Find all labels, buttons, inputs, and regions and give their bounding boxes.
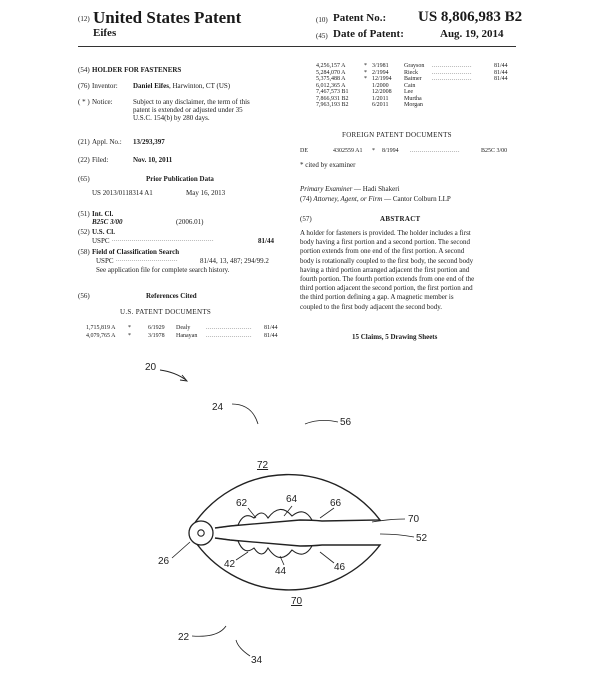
figure-drawing: [0, 350, 592, 680]
ref-number: 1,715,819 A: [86, 325, 116, 331]
foreign-leader: .........................: [410, 148, 460, 154]
abstract-line: body is rotationally coupled to the first body, the second body: [300, 256, 474, 265]
claims-drawing-sheets: 15 Claims, 5 Drawing Sheets: [352, 333, 438, 341]
leader-22: [192, 626, 226, 636]
code-22: (22): [78, 156, 90, 164]
prior-publication-number: US 2013/0118314 A1: [92, 189, 153, 197]
code-74: (74): [300, 195, 312, 203]
int-cl-code: B25C 3/00: [92, 218, 123, 226]
label-70: 70: [291, 596, 303, 607]
prior-publication-date: May 16, 2013: [186, 189, 226, 197]
abstract-line: third portion adjacent the second portion, the first portion and: [300, 284, 473, 293]
abstract-line: coupled to the first body adjacent the second body.: [300, 302, 443, 311]
code-notice: ( * ): [78, 98, 90, 106]
ref-number: 6,012,365 A: [316, 82, 346, 89]
ref-date: 3/1981: [372, 63, 389, 69]
code-56: (56): [78, 292, 90, 300]
ref-class: 81/44: [494, 63, 508, 69]
ref-date: 3/1978: [148, 333, 165, 339]
int-cl-label: Int. Cl.: [92, 210, 114, 218]
ref-name: Lee: [404, 89, 413, 95]
ref-date: 1/2000: [372, 82, 389, 89]
field-search-heading: Field of Classification Search: [92, 248, 180, 256]
field-uspc-value: 81/44, 13, 487; 294/99.2: [200, 257, 269, 265]
ref-date: 12/1994: [372, 76, 392, 82]
ref-number: 5,284,070 A: [316, 69, 346, 76]
label-64: 64: [286, 494, 298, 505]
ref-leader: ....................: [432, 76, 472, 82]
primary-examiner-line: [300, 185, 400, 193]
ref-date: 6/2011: [372, 102, 389, 108]
attorney-name: — Cantor Colburn LLP: [384, 195, 451, 203]
ref-name: Murtha: [404, 95, 422, 102]
label-66: 66: [330, 498, 342, 509]
foreign-country: DE: [300, 148, 308, 154]
ref-star: *: [128, 333, 131, 339]
notice-label: Notice:: [92, 98, 113, 106]
ref-name: Dealy: [176, 325, 191, 331]
ref-name: Morgan: [404, 102, 423, 108]
leader-46: [320, 552, 334, 563]
patent-no-label: Patent No.:: [333, 12, 387, 24]
label-70-right: 70: [408, 514, 420, 525]
ref-name: Rieck: [404, 69, 418, 76]
code-54: (54): [78, 66, 90, 74]
foreign-docs-heading: FOREIGN PATENT DOCUMENTS: [342, 131, 452, 139]
abstract-line: body having a first portion and a second portion. The second: [300, 238, 470, 247]
code-57: (57): [300, 215, 312, 223]
label-72: 72: [257, 460, 269, 471]
label-22: 22: [178, 632, 190, 643]
label-20: 20: [145, 362, 157, 373]
ref-star: *: [364, 76, 367, 82]
code-76: (76): [78, 82, 90, 90]
ref-name: Grayson: [404, 63, 425, 69]
notice-line-3: U.S.C. 154(b) by 280 days.: [133, 114, 210, 122]
code-21: (21): [78, 138, 90, 146]
primary-examiner-name: — Hadi Shakeri: [354, 185, 400, 193]
header-rule: [78, 46, 516, 47]
ref-leader: ....................: [432, 69, 472, 76]
label-44: 44: [275, 566, 287, 577]
label-26: 26: [158, 556, 170, 567]
label-62: 62: [236, 498, 248, 509]
filed-label: Filed:: [92, 156, 109, 164]
foreign-date: 8/1994: [382, 148, 399, 154]
us-cl-uspc-label: USPC: [92, 237, 110, 245]
us-cl-value: 81/44: [258, 237, 274, 245]
code-65: (65): [78, 175, 90, 183]
foreign-number: 4302559 A1: [333, 148, 363, 154]
leader-26: [172, 542, 190, 558]
foreign-star: *: [372, 148, 375, 154]
us-cl-leader: ...................................................: [112, 237, 214, 243]
ref-star: *: [364, 69, 367, 76]
leader-52: [380, 534, 414, 537]
inventor-label: Inventor:: [92, 82, 118, 90]
appl-number: 13/293,397: [133, 138, 165, 146]
patent-type-title: United States Patent: [93, 8, 242, 27]
lower-body-outline: [194, 538, 380, 590]
inventor-surname: Eifes: [93, 27, 117, 39]
abstract-line: having a third portion arranged adjacent the first portion and: [300, 265, 470, 274]
code-10: (10): [316, 16, 328, 24]
upper-jaw-profile: [215, 509, 312, 528]
appl-label: Appl. No.:: [92, 138, 122, 146]
lower-jaw-profile: [215, 538, 312, 558]
label-46: 46: [334, 562, 346, 573]
ref-leader: .......................: [206, 333, 252, 339]
inventor-name: Daniel Eifes: [133, 82, 169, 90]
ref-date: 12/2008: [372, 89, 392, 95]
leader-66: [320, 508, 334, 518]
ref-leader: ....................: [432, 63, 472, 69]
abstract-line: fourth portion. The fourth portion extends from one end of the: [300, 275, 475, 283]
invention-title: HOLDER FOR FASTENERS: [92, 66, 182, 74]
references-cited-heading: References Cited: [146, 292, 197, 300]
ref-number: 4,256,157 A: [316, 63, 346, 69]
notice-line-2: patent is extended or adjusted under 35: [133, 106, 243, 114]
attorney-line: [300, 195, 451, 203]
ref-class: 81/44: [264, 325, 278, 331]
abstract-line: A holder for fasteners is provided. The holder includes a first: [300, 229, 471, 237]
field-see-note: See application file for complete search history.: [96, 266, 230, 274]
leader-34: [236, 640, 250, 656]
prior-publication-heading: Prior Publication Data: [146, 175, 214, 183]
inventor-location: , Harwinton, CT (US): [168, 82, 231, 90]
filed-date: Nov. 10, 2011: [133, 156, 173, 164]
ref-date: 2/1994: [372, 69, 389, 76]
patent-number: US 8,806,983 B2: [418, 9, 523, 25]
label-52: 52: [416, 533, 428, 544]
leader-56: [305, 420, 338, 424]
code-12: (12): [78, 15, 90, 23]
ref-class: 81/44: [264, 333, 278, 339]
label-24: 24: [212, 402, 224, 413]
ref-date: 6/1929: [148, 325, 165, 331]
attorney-label: Attorney, Agent, or Firm: [313, 195, 383, 203]
ref-name: Cain: [404, 82, 416, 89]
ref-leader: .......................: [206, 325, 252, 331]
notice-line-1: Subject to any disclaimer, the term of this: [133, 98, 250, 106]
leader-42: [236, 552, 248, 560]
abstract-line: portion extends from one end of the first portion. A second: [300, 247, 465, 256]
int-cl-year: (2006.01): [176, 218, 204, 226]
leader-24: [232, 404, 258, 424]
code-51: (51): [78, 210, 90, 218]
ref-name: Hanayan: [176, 333, 198, 339]
code-45: (45): [316, 32, 328, 40]
ref-class: 81/44: [494, 69, 508, 76]
field-leader: ...............................: [116, 257, 178, 263]
inventor-line: [133, 82, 230, 90]
us-cl-label: U.S. Cl.: [92, 228, 115, 236]
cited-by-examiner-note: * cited by examiner: [300, 161, 356, 169]
ref-number: 7,866,931 B2: [316, 95, 349, 102]
ref-class: 81/44: [494, 76, 508, 82]
abstract-heading: ABSTRACT: [380, 215, 421, 223]
code-58: (58): [78, 248, 90, 256]
us-patent-docs-heading: U.S. PATENT DOCUMENTS: [120, 308, 212, 316]
pivot-pin: [198, 530, 204, 536]
date-of-patent-label: Date of Patent:: [333, 28, 404, 40]
ref-number: 7,963,193 B2: [316, 102, 349, 108]
primary-examiner-label: Primary Examiner: [300, 185, 353, 193]
ref-date: 1/2011: [372, 95, 389, 102]
ref-number: 5,375,488 A: [316, 76, 346, 82]
ref-number: 4,079,765 A: [86, 333, 116, 339]
ref-star: *: [364, 63, 367, 69]
code-52: (52): [78, 228, 90, 236]
ref-name: Baimer: [404, 76, 422, 82]
ref-star: *: [128, 325, 131, 331]
abstract-line: the third portion defining a gap. A magnetic member is: [300, 293, 454, 302]
ref-number: 7,467,573 B1: [316, 89, 349, 95]
label-56: 56: [340, 417, 352, 428]
label-34: 34: [251, 655, 263, 666]
field-uspc-label: USPC: [96, 257, 114, 265]
label-42: 42: [224, 559, 236, 570]
date-of-patent: Aug. 19, 2014: [440, 28, 504, 40]
foreign-class: B25C 3/00: [481, 148, 508, 154]
